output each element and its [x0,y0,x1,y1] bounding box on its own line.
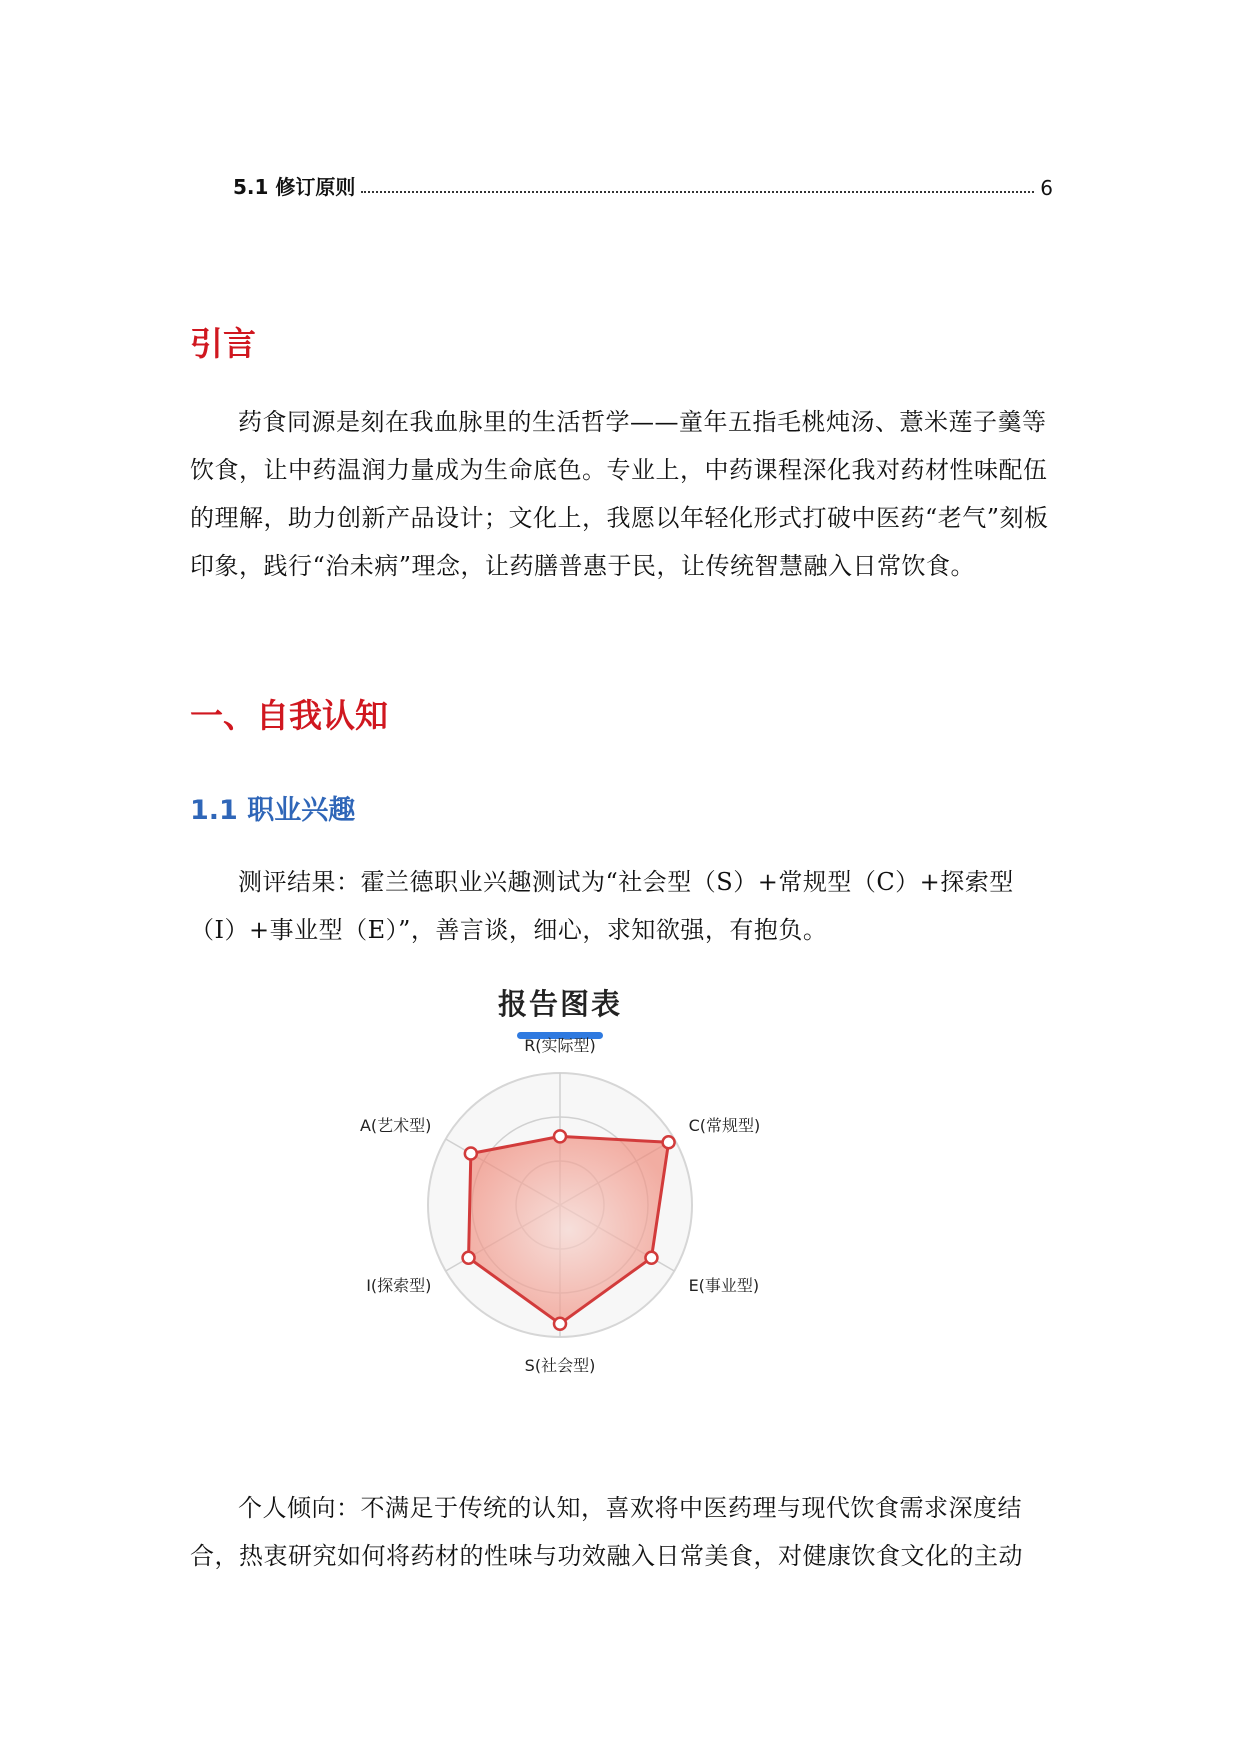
personal-tendency-paragraph: 个人倾向：不满足于传统的认知，喜欢将中医药理与现代饮食需求深度结合，热衷研究如何将药材的性味与功效融入日常美食，对健康饮食文化的主动 [190,1494,1023,1570]
test-result-paragraph: 测评结果：霍兰德职业兴趣测试为“社会型（S）+常规型（C）+探索型（I）+事业型（E）”，善言谈，细心，求知欲强，有抱负。 [190,868,1014,944]
toc-leader-dots [361,191,1034,193]
radar-point-3 [554,1318,566,1330]
axis-label-5: A(艺术型) [359,1116,432,1135]
axis-label-3: S(社会型) [524,1356,596,1375]
radar-point-5 [465,1148,477,1160]
radar-point-4 [463,1252,475,1264]
chart-title: 报告图表 [497,987,622,1021]
radar-point-2 [645,1252,657,1264]
toc-entry[interactable] [233,170,1053,200]
holland-radar-chart [280,1036,840,1375]
axis-label-1: C(常规型) [688,1116,761,1135]
report-chart-figure [280,980,840,1380]
toc-page-number: 6 [1040,176,1053,200]
subheading-career-interest: 1.1 职业兴趣 [190,795,356,826]
axis-label-2: E(事业型) [688,1276,760,1295]
radar-point-1 [663,1136,675,1148]
toc-entry-label: 5.1 修订原则 [233,175,356,199]
section-heading-self-awareness: 一、自我认知 [190,696,388,735]
axis-label-0: R(实际型) [524,1036,596,1055]
intro-paragraph: 药食同源是刻在我血脉里的生活哲学——童年五指毛桃炖汤、薏米莲子羹等饮食，让中药温润力量成为生命底色。专业上，中药课程深化我对药材性味配伍的理解，助力创新产品设计；文化上，我愿以年轻化形式打破中医药“老气”刻板印象，践行“治未病”理念，让药膳普惠于民，让传统智慧融入日常饮食。 [190,408,1049,580]
radar-point-0 [554,1130,566,1142]
intro-heading: 引言 [190,324,256,363]
axis-label-4: I(探索型) [366,1276,432,1295]
